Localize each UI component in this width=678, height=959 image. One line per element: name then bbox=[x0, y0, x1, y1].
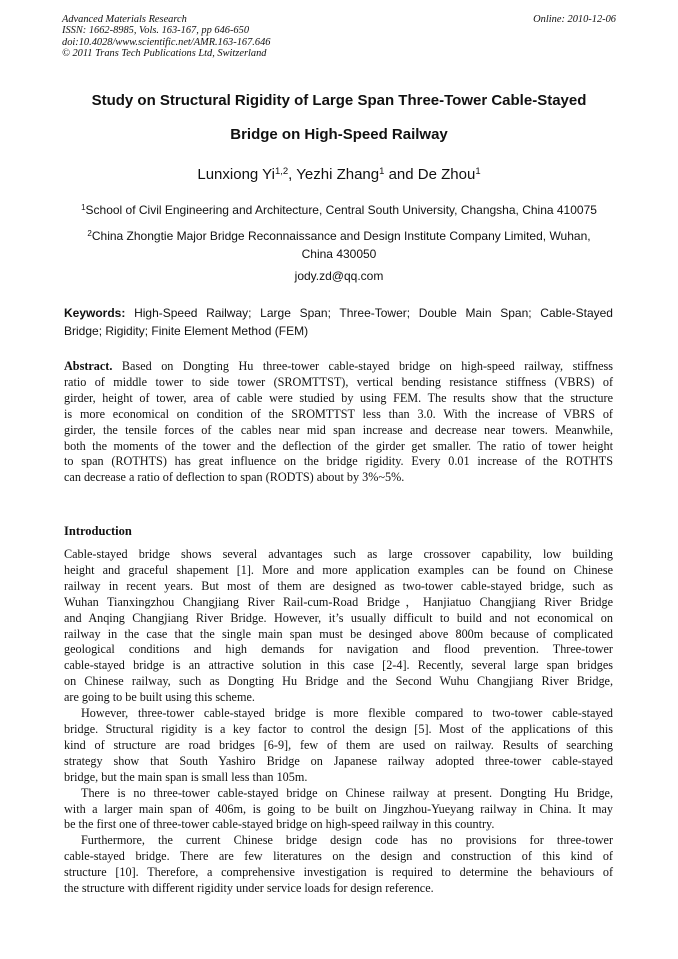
affiliation-text: China 430050 bbox=[301, 247, 377, 261]
introduction-body bbox=[64, 547, 613, 897]
author-affiliation-mark: 1 bbox=[475, 166, 481, 177]
online-date: Online: 2010-12-06 bbox=[533, 14, 616, 25]
abstract-text: girder, height of tower, area of cable were studied by using FEM. The results show that the structure bbox=[64, 390, 613, 405]
body-line: bridge, but the main span is small less than 105m. bbox=[64, 769, 308, 784]
author-name: Lunxiong Yi bbox=[197, 166, 275, 183]
body-line: cable-stayed bridge. There are few literatures on the design and construction of this kind of bbox=[64, 849, 613, 864]
body-line: structure [10]. Therefore, a comprehensive investigation is required to determine the behaviours of bbox=[64, 865, 613, 880]
abstract-label: Abstract. bbox=[64, 359, 113, 373]
journal-header bbox=[62, 14, 270, 59]
copyright-line: © 2011 Trans Tech Publications Ltd, Switzerland bbox=[62, 47, 267, 59]
affiliation-mark: 2 bbox=[87, 229, 92, 238]
body-line: railway in recent years. But most of them are designed as two-tower cable-stayed bridge, such as bbox=[64, 578, 613, 593]
abstract-text: Based on Dongting Hu three-tower cable-stayed bridge on high-speed railway, stiffness bbox=[121, 359, 613, 373]
author-separator: , bbox=[288, 166, 297, 183]
author-name: Yezhi Zhang bbox=[296, 166, 380, 183]
affiliation-text: China Zhongtie Major Bridge Reconnaissance and Design Institute Company Limited, Wuhan, bbox=[91, 229, 591, 243]
body-line: be the first one of three-tower cable-stayed bridge on high-speed railway in this country. bbox=[64, 817, 495, 832]
affiliation-text: School of Civil Engineering and Architecture, Central South University, Changsha, China 410075 bbox=[85, 203, 597, 217]
keywords-block bbox=[64, 304, 613, 340]
abstract-text: is more economical on condition of the SROMTTST less than 3.0. With the increase of VBRS of bbox=[64, 406, 613, 421]
affiliation-mark: 1 bbox=[81, 203, 86, 212]
abstract-text: girder, the tensile forces of the cables near mid span increase and decrease near towers. Meanwhile, bbox=[64, 422, 613, 437]
keywords-label: Keywords: bbox=[64, 306, 126, 320]
abstract-text: can decrease a ratio of deflection to span (RODTS) about by 3%~5%. bbox=[64, 470, 405, 485]
affiliation-2 bbox=[62, 227, 616, 263]
paper-title-line-1: Study on Structural Rigidity of Large Span Three-Tower Cable-Stayed bbox=[91, 92, 587, 109]
journal-name: Advanced Materials Research bbox=[62, 14, 187, 25]
body-line: railway in the case that the single main span must be desinged above 800m because of complicated bbox=[64, 626, 613, 641]
body-line: However, three-tower cable-stayed bridge is more flexible compared to two-tower cable-stayed bbox=[81, 706, 613, 721]
section-heading-introduction: Introduction bbox=[64, 524, 132, 538]
keywords-text: Bridge; Rigidity; Finite Element Method (FEM) bbox=[64, 324, 309, 338]
body-line: Furthermore, the current Chinese bridge design code has no provisions for three-tower bbox=[81, 833, 613, 848]
body-line: Cable-stayed bridge shows several advantages such as large crossover capability, low building bbox=[64, 547, 613, 561]
affiliation-1 bbox=[62, 201, 616, 219]
abstract-block bbox=[64, 359, 613, 486]
body-line: height and graceful shapement [1]. More and more application examples can be found on Chinese bbox=[64, 562, 613, 577]
body-line: the structure with different rigidity under service loads for design reference. bbox=[64, 881, 434, 896]
paper-title-line-2: Bridge on High-Speed Railway bbox=[230, 126, 448, 143]
author-name: De Zhou bbox=[417, 166, 476, 183]
contact-email: jody.zd@qq.com bbox=[294, 269, 384, 283]
abstract-text: ratio of middle tower to side tower (SROMTTST), vertical bending resistance stiffness (VBRS) of bbox=[64, 374, 613, 389]
author-affiliation-mark: 1,2 bbox=[274, 166, 289, 177]
body-line: on Chinese railway, such as Dongting Hu Bridge and the Second Wuhu Changjiang River Bridge, bbox=[64, 674, 613, 689]
body-line: cable-stayed bridge is an attractive solution in this case [2-4]. Recently, several large span bridges bbox=[64, 658, 613, 673]
body-line: geological conditions and high demands for navigation and flood prevention. Three-tower bbox=[64, 642, 613, 657]
author-separator: and bbox=[384, 166, 418, 183]
body-line: There is no three-tower cable-stayed bridge on Chinese railway at present. Dongting Hu Bridge, bbox=[81, 785, 613, 800]
body-line: bridge. Structural rigidity is a key factor to control the design [5]. Most of the applications of this bbox=[64, 721, 613, 736]
author-list bbox=[40, 166, 638, 183]
body-line: are going to be built using this scheme. bbox=[64, 690, 255, 705]
abstract-text: both the moments of the tower and the deflection of the girder get smaller. The ratio of tower height bbox=[64, 438, 613, 453]
body-line: with a larger main span of 406m, is going to be built on Jingzhou-Yueyang railway in China. It may bbox=[64, 801, 613, 816]
doi-line: doi:10.4028/www.scientific.net/AMR.163-167.646 bbox=[62, 36, 271, 48]
author-affiliation-mark: 1 bbox=[379, 166, 385, 177]
body-line: and Anqing Changjiang River Bridge. However, it’s usually difficult to build and not economical on bbox=[64, 610, 613, 625]
issn-line: ISSN: 1662-8985, Vols. 163-167, pp 646-650 bbox=[62, 25, 250, 37]
body-line: kind of structure are road bridges [6-9], few of them are used on railway. Results of searching bbox=[64, 737, 613, 752]
keywords-text: High-Speed Railway; Large Span; Three-Tower; Double Main Span; Cable-Stayed bbox=[134, 306, 613, 320]
abstract-text: to span (ROTHTS) has great influence on the bridge rigidity. Every 0.01 increase of the ROTHTS bbox=[64, 454, 613, 469]
body-line: Wuhan Tianxingzhou Changjiang River Rail-cum-Road Bridge，Hanjiatuo Changjiang River Bridge bbox=[64, 594, 613, 609]
body-line: strategy show that South Yashiro Bridge on Japanese railway adopted three-tower cable-stayed bbox=[64, 753, 613, 768]
